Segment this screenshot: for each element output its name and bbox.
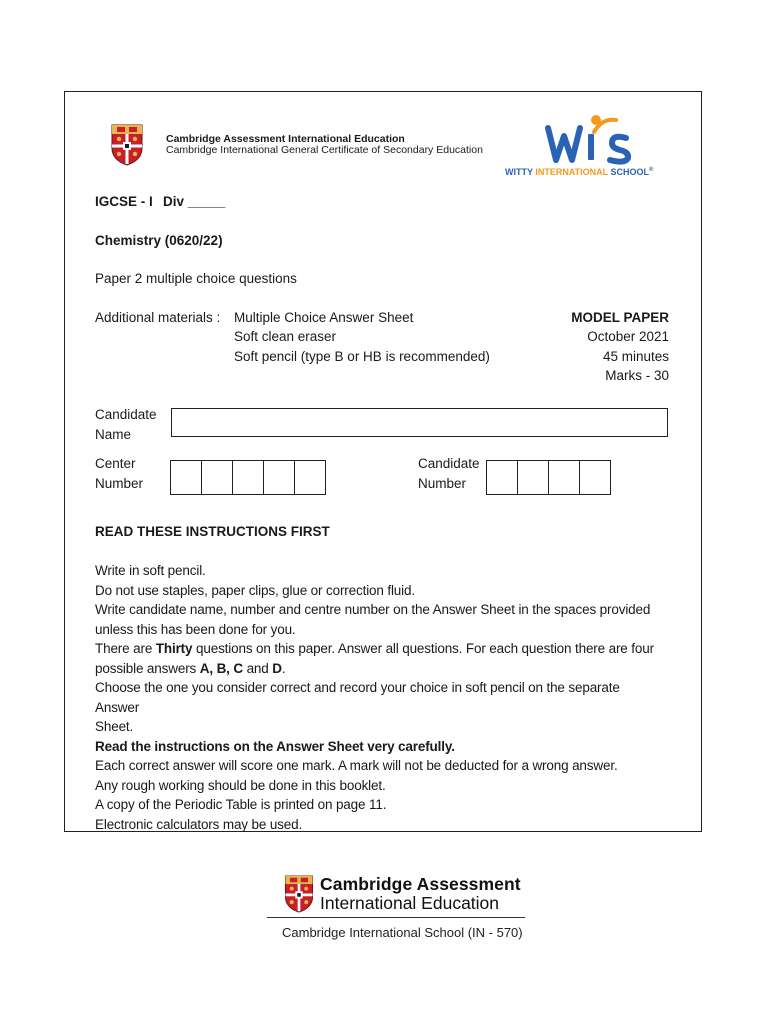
org-title: Cambridge Assessment International Education bbox=[166, 133, 405, 145]
instruction-line: Electronic calculators may be used. bbox=[95, 816, 303, 832]
instruction-line: possible answers A, B, C and D. bbox=[95, 660, 286, 676]
instruction-line: Sheet. bbox=[95, 719, 134, 734]
subject-title: Chemistry (0620/22) bbox=[95, 233, 223, 248]
center-number-field[interactable] bbox=[170, 460, 326, 495]
instruction-line: Do not use staples, paper clips, glue or correction fluid. bbox=[95, 582, 415, 598]
cambridge-crest-icon bbox=[111, 124, 143, 166]
instructions-heading: READ THESE INSTRUCTIONS FIRST bbox=[95, 524, 330, 539]
digit-divider bbox=[579, 461, 580, 494]
material-item: Multiple Choice Answer Sheet bbox=[234, 310, 414, 325]
digit-divider bbox=[232, 461, 233, 494]
footer-divider bbox=[267, 917, 525, 918]
digit-divider bbox=[517, 461, 518, 494]
candidate-name-label: Candidate Name bbox=[95, 407, 157, 442]
materials-label: Additional materials : bbox=[95, 310, 221, 325]
witty-school-logo bbox=[498, 110, 682, 182]
instruction-line: Write candidate name, number and centre number on the Answer Sheet in the spaces provided bbox=[95, 602, 651, 617]
digit-divider bbox=[294, 461, 295, 494]
org-subtitle: Cambridge International General Certificate of Secondary Education bbox=[166, 144, 483, 156]
candidate-name-field[interactable] bbox=[171, 408, 668, 437]
digit-divider bbox=[201, 461, 202, 494]
school-name: WITTY INTERNATIONAL SCHOOL® bbox=[505, 167, 654, 177]
digit-divider bbox=[548, 461, 549, 494]
instruction-line: Write in soft pencil. bbox=[95, 563, 206, 578]
instructions-list bbox=[95, 561, 655, 834]
paper-title: Paper 2 multiple choice questions bbox=[95, 271, 297, 286]
instruction-line: unless this has been done for you. bbox=[95, 621, 296, 637]
instruction-line: Choose the one you consider correct and record your choice in soft pencil on the separate Answer bbox=[95, 680, 620, 715]
instruction-line: There are Thirty questions on this paper. Answer all questions. For each question there are four bbox=[95, 641, 654, 656]
footer-school-name: Cambridge International School (IN - 570) bbox=[282, 925, 523, 940]
footer-brand-line2: International Education bbox=[320, 893, 500, 913]
candidate-number-label: Candidate Number bbox=[418, 456, 480, 491]
instruction-line: A copy of the Periodic Table is printed on page 11. bbox=[95, 797, 387, 812]
instruction-line: Each correct answer will score one mark. A mark will not be deducted for a wrong answer. bbox=[95, 758, 618, 773]
material-item: Soft pencil (type B or HB is recommended) bbox=[234, 349, 490, 364]
candidate-number-field[interactable] bbox=[486, 460, 611, 495]
division-label: Div _____ bbox=[163, 194, 226, 209]
cambridge-footer-crest-icon bbox=[283, 875, 315, 913]
material-item: Soft clean eraser bbox=[234, 329, 337, 344]
instruction-line: Read the instructions on the Answer Sheet very carefully. bbox=[95, 738, 455, 754]
exam-marks: Marks - 30 bbox=[605, 368, 669, 383]
footer-brand-line1: Cambridge Assessment bbox=[320, 874, 521, 894]
wis-mark-icon bbox=[498, 110, 682, 170]
model-paper-label: MODEL PAPER bbox=[571, 310, 669, 325]
exam-duration: 45 minutes bbox=[602, 349, 669, 364]
exam-date: October 2021 bbox=[587, 329, 669, 344]
level-label: IGCSE - I bbox=[95, 194, 153, 209]
instruction-line: Any rough working should be done in this booklet. bbox=[95, 777, 386, 793]
center-number-label: Center Number bbox=[95, 456, 144, 491]
digit-divider bbox=[263, 461, 264, 494]
